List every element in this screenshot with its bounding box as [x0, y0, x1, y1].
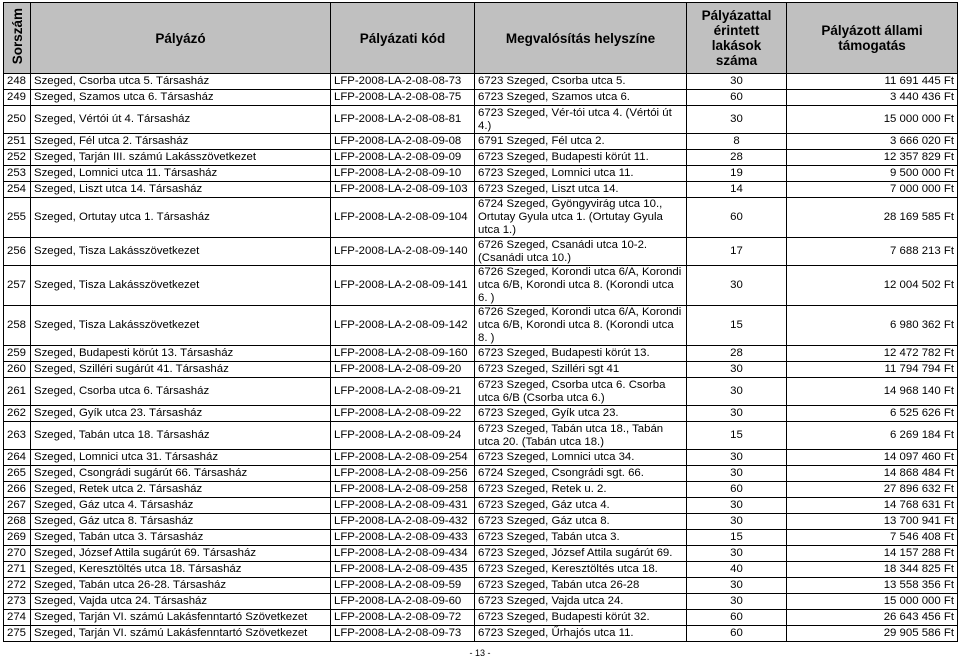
applicant-cell: Szeged, Vértói út 4. Társasház — [31, 106, 331, 134]
header-amount: Pályázott állami támogatás — [787, 3, 958, 74]
row-number: 264 — [4, 450, 31, 466]
amount-cell: 14 968 140 Ft — [787, 378, 958, 406]
code-cell: LFP-2008-LA-2-08-09-72 — [331, 610, 475, 626]
amount-cell: 14 097 460 Ft — [787, 450, 958, 466]
table-row — [4, 134, 958, 150]
units-cell: 30 — [687, 266, 787, 306]
location-cell: 6724 Szeged, Gyöngyvirág utca 10., Ortutay Gyula utca 1. (Ortutay Gyula utca 1.) — [475, 198, 687, 238]
applicant-cell: Szeged, Gáz utca 8. Társasház — [31, 514, 331, 530]
units-cell: 30 — [687, 578, 787, 594]
location-cell: 6723 Szeged, Retek u. 2. — [475, 482, 687, 498]
row-number: 271 — [4, 562, 31, 578]
amount-cell: 11 794 794 Ft — [787, 362, 958, 378]
row-number: 252 — [4, 150, 31, 166]
amount-cell: 26 643 456 Ft — [787, 610, 958, 626]
units-cell: 60 — [687, 198, 787, 238]
location-cell: 6791 Szeged, Fél utca 2. — [475, 134, 687, 150]
table-row — [4, 422, 958, 450]
row-number: 274 — [4, 610, 31, 626]
row-number: 249 — [4, 90, 31, 106]
code-cell: LFP-2008-LA-2-08-09-10 — [331, 166, 475, 182]
row-number: 260 — [4, 362, 31, 378]
units-cell: 60 — [687, 626, 787, 642]
table-row — [4, 182, 958, 198]
amount-cell: 3 666 020 Ft — [787, 134, 958, 150]
amount-cell: 7 000 000 Ft — [787, 182, 958, 198]
code-cell: LFP-2008-LA-2-08-09-09 — [331, 150, 475, 166]
amount-cell: 18 344 825 Ft — [787, 562, 958, 578]
location-cell: 6723 Szeged, Tabán utca 26-28 — [475, 578, 687, 594]
code-cell: LFP-2008-LA-2-08-09-08 — [331, 134, 475, 150]
applicant-cell: Szeged, Tisza Lakásszövetkezet — [31, 306, 331, 346]
table-row — [4, 362, 958, 378]
applicant-cell: Szeged, Lomnici utca 11. Társasház — [31, 166, 331, 182]
applicant-cell: Szeged, Lomnici utca 31. Társasház — [31, 450, 331, 466]
applicant-cell: Szeged, Retek utca 2. Társasház — [31, 482, 331, 498]
applicant-cell: Szeged, Keresztöltés utca 18. Társasház — [31, 562, 331, 578]
code-cell: LFP-2008-LA-2-08-08-81 — [331, 106, 475, 134]
code-cell: LFP-2008-LA-2-08-09-22 — [331, 406, 475, 422]
amount-cell: 14 868 484 Ft — [787, 466, 958, 482]
code-cell: LFP-2008-LA-2-08-09-60 — [331, 594, 475, 610]
table-row — [4, 482, 958, 498]
table-row — [4, 378, 958, 406]
row-number: 270 — [4, 546, 31, 562]
location-cell: 6723 Szeged, Szamos utca 6. — [475, 90, 687, 106]
page-number: - 13 - — [469, 648, 491, 658]
amount-cell: 11 691 445 Ft — [787, 74, 958, 90]
code-cell: LFP-2008-LA-2-08-09-20 — [331, 362, 475, 378]
code-cell: LFP-2008-LA-2-08-09-433 — [331, 530, 475, 546]
location-cell: 6726 Szeged, Csanádi utca 10-2. (Csanádi utca 10.) — [475, 238, 687, 266]
location-cell: 6723 Szeged, Budapesti körút 11. — [475, 150, 687, 166]
location-cell: 6723 Szeged, Csorba utca 6. Csorba utca 6/B (Csorba utca 6.) — [475, 378, 687, 406]
code-cell: LFP-2008-LA-2-08-09-432 — [331, 514, 475, 530]
amount-cell: 13 558 356 Ft — [787, 578, 958, 594]
row-number: 261 — [4, 378, 31, 406]
units-cell: 30 — [687, 378, 787, 406]
amount-cell: 15 000 000 Ft — [787, 106, 958, 134]
amount-cell: 15 000 000 Ft — [787, 594, 958, 610]
row-number: 259 — [4, 346, 31, 362]
row-number: 272 — [4, 578, 31, 594]
amount-cell: 7 546 408 Ft — [787, 530, 958, 546]
table-row — [4, 546, 958, 562]
units-cell: 60 — [687, 482, 787, 498]
table-row — [4, 346, 958, 362]
header-applicant: Pályázó — [31, 3, 331, 74]
applicant-cell: Szeged, Gáz utca 4. Társasház — [31, 498, 331, 514]
amount-cell: 14 768 631 Ft — [787, 498, 958, 514]
units-cell: 28 — [687, 346, 787, 362]
row-number: 253 — [4, 166, 31, 182]
location-cell: 6723 Szeged, Gyík utca 23. — [475, 406, 687, 422]
code-cell: LFP-2008-LA-2-08-08-75 — [331, 90, 475, 106]
table-row — [4, 266, 958, 306]
row-number: 248 — [4, 74, 31, 90]
amount-cell: 27 896 632 Ft — [787, 482, 958, 498]
table-row — [4, 450, 958, 466]
row-number: 258 — [4, 306, 31, 346]
location-cell: 6723 Szeged, Lomnici utca 34. — [475, 450, 687, 466]
code-cell: LFP-2008-LA-2-08-09-434 — [331, 546, 475, 562]
units-cell: 15 — [687, 530, 787, 546]
applicant-cell: Szeged, Tabán utca 26-28. Társasház — [31, 578, 331, 594]
applicant-cell: Szeged, Liszt utca 14. Társasház — [31, 182, 331, 198]
units-cell: 60 — [687, 90, 787, 106]
location-cell: 6723 Szeged, Tabán utca 18., Tabán utca 20. (Tabán utca 18.) — [475, 422, 687, 450]
applicant-cell: Szeged, Szamos utca 6. Társasház — [31, 90, 331, 106]
units-cell: 28 — [687, 150, 787, 166]
applicant-cell: Szeged, Ortutay utca 1. Társasház — [31, 198, 331, 238]
applicant-cell: Szeged, Csongrádi sugárút 66. Társasház — [31, 466, 331, 482]
table-row — [4, 626, 958, 642]
amount-cell: 3 440 436 Ft — [787, 90, 958, 106]
applicant-cell: Szeged, Szilléri sugárút 41. Társasház — [31, 362, 331, 378]
applicant-cell: Szeged, Tabán utca 3. Társasház — [31, 530, 331, 546]
amount-cell: 14 157 288 Ft — [787, 546, 958, 562]
amount-cell: 7 688 213 Ft — [787, 238, 958, 266]
table-row — [4, 530, 958, 546]
code-cell: LFP-2008-LA-2-08-09-431 — [331, 498, 475, 514]
units-cell: 15 — [687, 306, 787, 346]
table-row — [4, 74, 958, 90]
code-cell: LFP-2008-LA-2-08-09-160 — [331, 346, 475, 362]
table-row — [4, 562, 958, 578]
units-cell: 30 — [687, 74, 787, 90]
code-cell: LFP-2008-LA-2-08-09-103 — [331, 182, 475, 198]
location-cell: 6724 Szeged, Csongrádi sgt. 66. — [475, 466, 687, 482]
header-row — [4, 3, 958, 74]
applicant-cell: Szeged, Vajda utca 24. Társasház — [31, 594, 331, 610]
table-row — [4, 166, 958, 182]
table-row — [4, 406, 958, 422]
code-cell: LFP-2008-LA-2-08-09-59 — [331, 578, 475, 594]
applicant-cell: Szeged, Tabán utca 18. Társasház — [31, 422, 331, 450]
units-cell: 40 — [687, 562, 787, 578]
amount-cell: 13 700 941 Ft — [787, 514, 958, 530]
applicant-cell: Szeged, Gyík utca 23. Társasház — [31, 406, 331, 422]
table-row — [4, 466, 958, 482]
table-row — [4, 238, 958, 266]
location-cell: 6723 Szeged, Űrhajós utca 11. — [475, 626, 687, 642]
header-code: Pályázati kód — [331, 3, 475, 74]
location-cell: 6723 Szeged, Lomnici utca 11. — [475, 166, 687, 182]
location-cell: 6723 Szeged, Szilléri sgt 41 — [475, 362, 687, 378]
applicant-cell: Szeged, Tarján VI. számú Lakásfenntartó Szövetkezet — [31, 626, 331, 642]
code-cell: LFP-2008-LA-2-08-09-21 — [331, 378, 475, 406]
applicant-cell: Szeged, Csorba utca 5. Társasház — [31, 74, 331, 90]
location-cell: 6723 Szeged, Csorba utca 5. — [475, 74, 687, 90]
units-cell: 30 — [687, 498, 787, 514]
table-row — [4, 514, 958, 530]
applicant-cell: Szeged, József Attila sugárút 69. Társasház — [31, 546, 331, 562]
location-cell: 6723 Szeged, Gáz utca 8. — [475, 514, 687, 530]
units-cell: 30 — [687, 406, 787, 422]
header-location: Megvalósítás helyszíne — [475, 3, 687, 74]
units-cell: 15 — [687, 422, 787, 450]
table-row — [4, 198, 958, 238]
applicant-cell: Szeged, Tisza Lakásszövetkezet — [31, 238, 331, 266]
row-number: 263 — [4, 422, 31, 450]
amount-cell: 29 905 586 Ft — [787, 626, 958, 642]
table-row — [4, 306, 958, 346]
location-cell: 6723 Szeged, Budapesti körút 32. — [475, 610, 687, 626]
applicant-cell: Szeged, Tarján VI. számú Lakásfenntartó Szövetkezet — [31, 610, 331, 626]
grant-table — [3, 2, 958, 642]
row-number: 267 — [4, 498, 31, 514]
applicant-cell: Szeged, Csorba utca 6. Társasház — [31, 378, 331, 406]
table-row — [4, 90, 958, 106]
row-number: 256 — [4, 238, 31, 266]
code-cell: LFP-2008-LA-2-08-09-254 — [331, 450, 475, 466]
row-number: 266 — [4, 482, 31, 498]
amount-cell: 6 980 362 Ft — [787, 306, 958, 346]
units-cell: 30 — [687, 466, 787, 482]
applicant-cell: Szeged, Fél utca 2. Társasház — [31, 134, 331, 150]
location-cell: 6726 Szeged, Korondi utca 6/A, Korondi utca 6/B, Korondi utca 8. (Korondi utca 6. ) — [475, 266, 687, 306]
header-units: Pályázattal érintett lakások száma — [687, 3, 787, 74]
row-number: 262 — [4, 406, 31, 422]
location-cell: 6723 Szeged, Vajda utca 24. — [475, 594, 687, 610]
table-body — [4, 74, 958, 642]
units-cell: 14 — [687, 182, 787, 198]
location-cell: 6723 Szeged, Vér-tói utca 4. (Vértói út 4.) — [475, 106, 687, 134]
code-cell: LFP-2008-LA-2-08-09-73 — [331, 626, 475, 642]
location-cell: 6723 Szeged, Budapesti körút 13. — [475, 346, 687, 362]
location-cell: 6726 Szeged, Korondi utca 6/A, Korondi utca 6/B, Korondi utca 8. (Korondi utca 8. ) — [475, 306, 687, 346]
units-cell: 60 — [687, 610, 787, 626]
amount-cell: 6 525 626 Ft — [787, 406, 958, 422]
row-number: 268 — [4, 514, 31, 530]
code-cell: LFP-2008-LA-2-08-09-256 — [331, 466, 475, 482]
location-cell: 6723 Szeged, Keresztöltés utca 18. — [475, 562, 687, 578]
table-row — [4, 106, 958, 134]
amount-cell: 12 357 829 Ft — [787, 150, 958, 166]
row-number: 269 — [4, 530, 31, 546]
units-cell: 17 — [687, 238, 787, 266]
row-number: 265 — [4, 466, 31, 482]
amount-cell: 9 500 000 Ft — [787, 166, 958, 182]
row-number: 255 — [4, 198, 31, 238]
code-cell: LFP-2008-LA-2-08-09-258 — [331, 482, 475, 498]
units-cell: 30 — [687, 450, 787, 466]
amount-cell: 28 169 585 Ft — [787, 198, 958, 238]
location-cell: 6723 Szeged, Gáz utca 4. — [475, 498, 687, 514]
row-number: 257 — [4, 266, 31, 306]
units-cell: 8 — [687, 134, 787, 150]
row-number: 275 — [4, 626, 31, 642]
code-cell: LFP-2008-LA-2-08-09-104 — [331, 198, 475, 238]
code-cell: LFP-2008-LA-2-08-09-24 — [331, 422, 475, 450]
units-cell: 19 — [687, 166, 787, 182]
code-cell: LFP-2008-LA-2-08-09-142 — [331, 306, 475, 346]
location-cell: 6723 Szeged, Tabán utca 3. — [475, 530, 687, 546]
row-number: 251 — [4, 134, 31, 150]
table-row — [4, 578, 958, 594]
amount-cell: 12 004 502 Ft — [787, 266, 958, 306]
amount-cell: 6 269 184 Ft — [787, 422, 958, 450]
units-cell: 30 — [687, 594, 787, 610]
table-row — [4, 594, 958, 610]
units-cell: 30 — [687, 514, 787, 530]
header-sorszam: Sorszám — [4, 3, 31, 74]
location-cell: 6723 Szeged, Liszt utca 14. — [475, 182, 687, 198]
units-cell: 30 — [687, 106, 787, 134]
units-cell: 30 — [687, 546, 787, 562]
row-number: 254 — [4, 182, 31, 198]
code-cell: LFP-2008-LA-2-08-08-73 — [331, 74, 475, 90]
applicant-cell: Szeged, Tisza Lakásszövetkezet — [31, 266, 331, 306]
amount-cell: 12 472 782 Ft — [787, 346, 958, 362]
applicant-cell: Szeged, Tarján III. számú Lakásszövetkezet — [31, 150, 331, 166]
location-cell: 6723 Szeged, József Attila sugárút 69. — [475, 546, 687, 562]
units-cell: 30 — [687, 362, 787, 378]
code-cell: LFP-2008-LA-2-08-09-140 — [331, 238, 475, 266]
table-row — [4, 498, 958, 514]
row-number: 273 — [4, 594, 31, 610]
table-row — [4, 150, 958, 166]
code-cell: LFP-2008-LA-2-08-09-435 — [331, 562, 475, 578]
row-number: 250 — [4, 106, 31, 134]
applicant-cell: Szeged, Budapesti körút 13. Társasház — [31, 346, 331, 362]
code-cell: LFP-2008-LA-2-08-09-141 — [331, 266, 475, 306]
table-row — [4, 610, 958, 626]
